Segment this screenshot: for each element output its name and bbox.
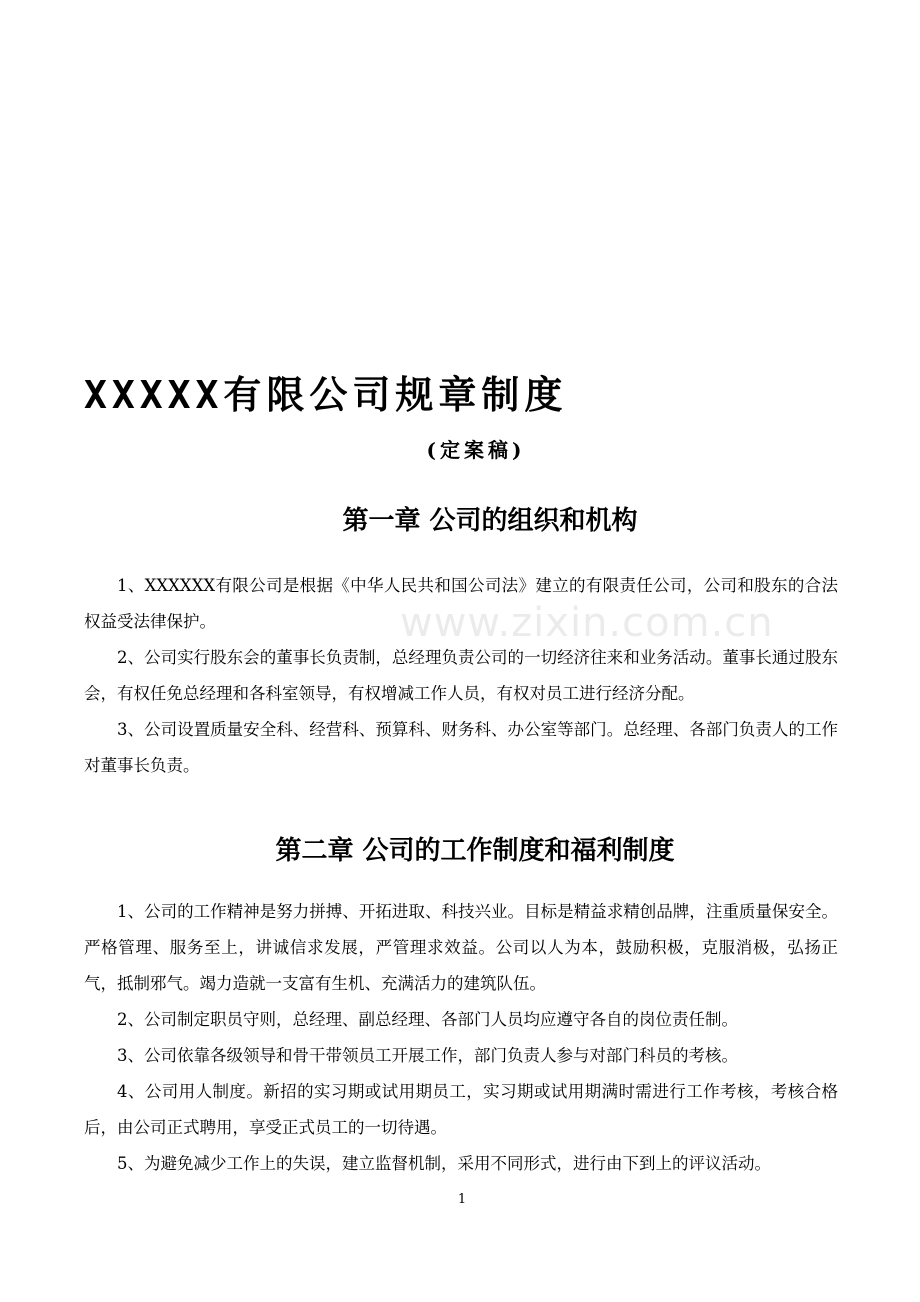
chapter-2-paragraph-5: 5、为避免减少工作上的失误，建立监督机制，采用不同形式，进行由下到上的评议活动。 <box>117 1154 771 1173</box>
chapter-2-paragraph-4: 4、公司用人制度。新招的实习期或试用期员工，实习期或试用期满时需进行工作考核，考核合格后，由公司正式聘用，享受正式员工的一切待遇。 <box>84 1082 838 1137</box>
document-subtitle: (定案稿) <box>426 438 526 462</box>
chapter-2-paragraph-1: 1、公司的工作精神是努力拼搏、开拓进取、科技兴业。目标是精益求精创品牌，注重质量保安全。严格管理、服务至上，讲诚信求发展，严管理求效益。公司以人为本，鼓励积极，克服消极，弘扬正气，抵制邪气。竭力造就一支富有生机、充满活力的建筑队伍。 <box>84 902 838 993</box>
chapter-2-paragraph-3: 3、公司依靠各级领导和骨干带领员工开展工作，部门负责人参与对部门科员的考核。 <box>117 1046 738 1065</box>
chapter-2-body <box>84 894 838 1182</box>
chapter-1-paragraph-3: 3、公司设置质量安全科、经营科、预算科、财务科、办公室等部门。总经理、各部门负责人的工作对董事长负责。 <box>84 720 838 775</box>
chapter-1-paragraph-2: 2、公司实行股东会的董事长负责制，总经理负责公司的一切经济往来和业务活动。董事长通过股东会，有权任免总经理和各科室领导，有权增减工作人员，有权对员工进行经济分配。 <box>84 648 838 703</box>
watermark: www.zixin.com.cn <box>400 600 774 646</box>
chapter-2-paragraph-2: 2、公司制定职员守则，总经理、副总经理、各部门人员均应遵守各自的岗位责任制。 <box>117 1010 738 1029</box>
page-number: 1 <box>457 1192 467 1207</box>
chapter-2-title: 第二章 公司的工作制度和福利制度 <box>275 836 675 866</box>
chapter-1-body <box>84 568 838 784</box>
chapter-1-paragraph-1: 1、XXXXXX有限公司是根据《中华人民共和国公司法》建立的有限责任公司，公司和股东的合法权益受法律保护。 <box>84 576 838 631</box>
chapter-1-title: 第一章 公司的组织和机构 <box>342 506 638 536</box>
document-title: XXXXX有限公司规章制度 <box>84 373 568 417</box>
